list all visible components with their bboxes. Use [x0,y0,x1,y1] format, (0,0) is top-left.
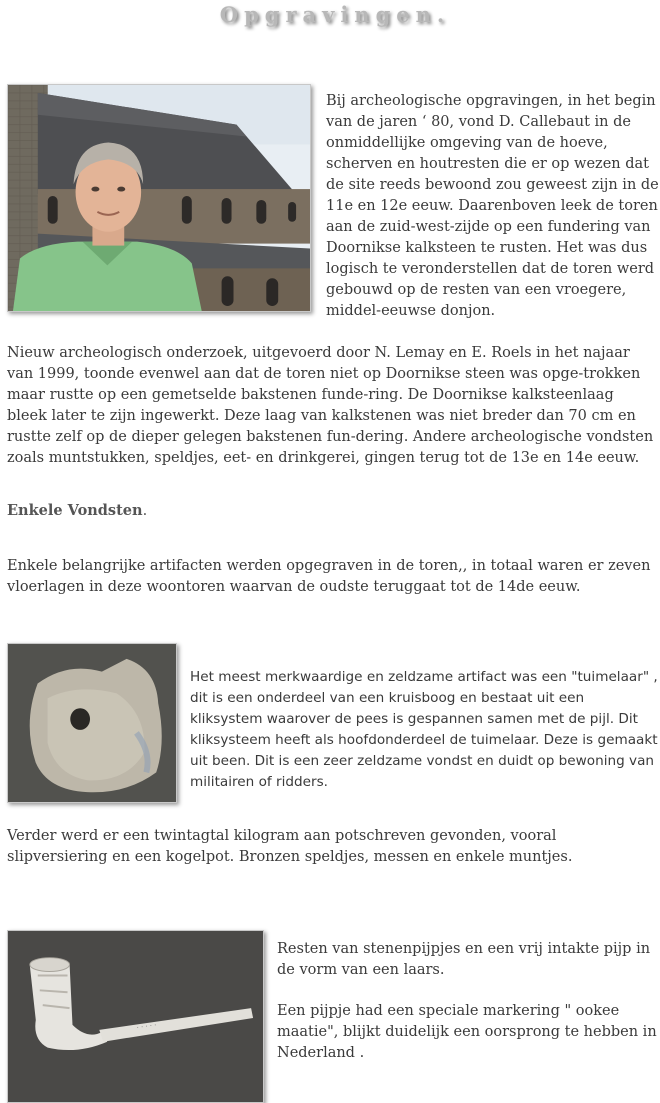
pipe-photo [7,930,264,1103]
portrait-photo [7,84,311,312]
section-heading-dot: . [142,503,148,519]
pipe-marking-paragraph: Een pijpje had een speciale markering " ookee maatie", blijkt duidelijk een oorsprong te hebben in Nederland . [277,1003,657,1061]
potsherds-paragraph: Verder werd er een twintagtal kilogram aan potschreven gevonden, vooral slipversiering en een kogelpot. Bronzen speldjes, messen en enkele muntjes. [7,828,573,865]
research-paragraph: Nieuw archeologisch onderzoek, uitgevoerd door N. Lemay en E. Roels in het najaar van 1999, toonde evenwel aan dat de toren niet op Doornikse steen was opge-trokken maar rustte op een gemetselde bakstenen funde-ring. De Doornikse kalksteenlaag bleek later te zijn ingewerkt. Deze laag van kalkstenen was niet breder dan 70 cm en rustte zelf op de dieper gelegen bakstenen fun-dering. Andere archeologische vondsten zoals muntstukken, speldjes, eet- en drinkgerei, gingen terug tot de 13e en 14e eeuw. [7,345,654,466]
artifacts-intro-paragraph: Enkele belangrijke artifacten werden opgegraven in de toren,, in totaal waren er zeven vloerlagen in deze woontoren waarvan de oudste teruggaat tot de 14de eeuw. [7,558,651,595]
svg-text:· · · · ·: · · · · · [136,1021,157,1032]
tuimelaar-paragraph: Het meest merkwaardige en zeldzame artifact was een "tuimelaar" , dit is een onderdeel van een kruisboog en bestaat uit een kliksystem waarover de pees is gespannen samen met de pijl. Dit kliksysteem heeft als hoofdonderdeel de tuimelaar. Deze is gemaakt uit been. Dit is een zeer zeldzame vondst en duidt op bewoning van militairen of ridders. [190,669,658,790]
section-heading-text: Enkele Vondsten [7,502,143,519]
intro-paragraph: Bij archeologische opgravingen, in het begin van de jaren ‘ 80, vond D. Callebaut in de onmiddellijke omgeving van de hoeve, scherven en houtresten die er op wezen dat de site reeds bewoond zou geweest zijn in de 11e en 12e eeuw. Daarenboven leek de toren aan de zuid-west-zijde op een fundering van Doornikse kalksteen te rusten. Het was dus logisch te veronderstellen dat de toren werd gebouwd op de resten van een vroegere, middel-eeuwse donjon. [326,93,659,319]
section-heading [7,500,147,522]
page-title: Opgravingen. [219,2,451,27]
tuimelaar-photo [7,643,177,803]
pipes-paragraph: Resten van stenenpijpjes en een vrij intakte pijp in de vorm van een laars. [277,941,651,978]
